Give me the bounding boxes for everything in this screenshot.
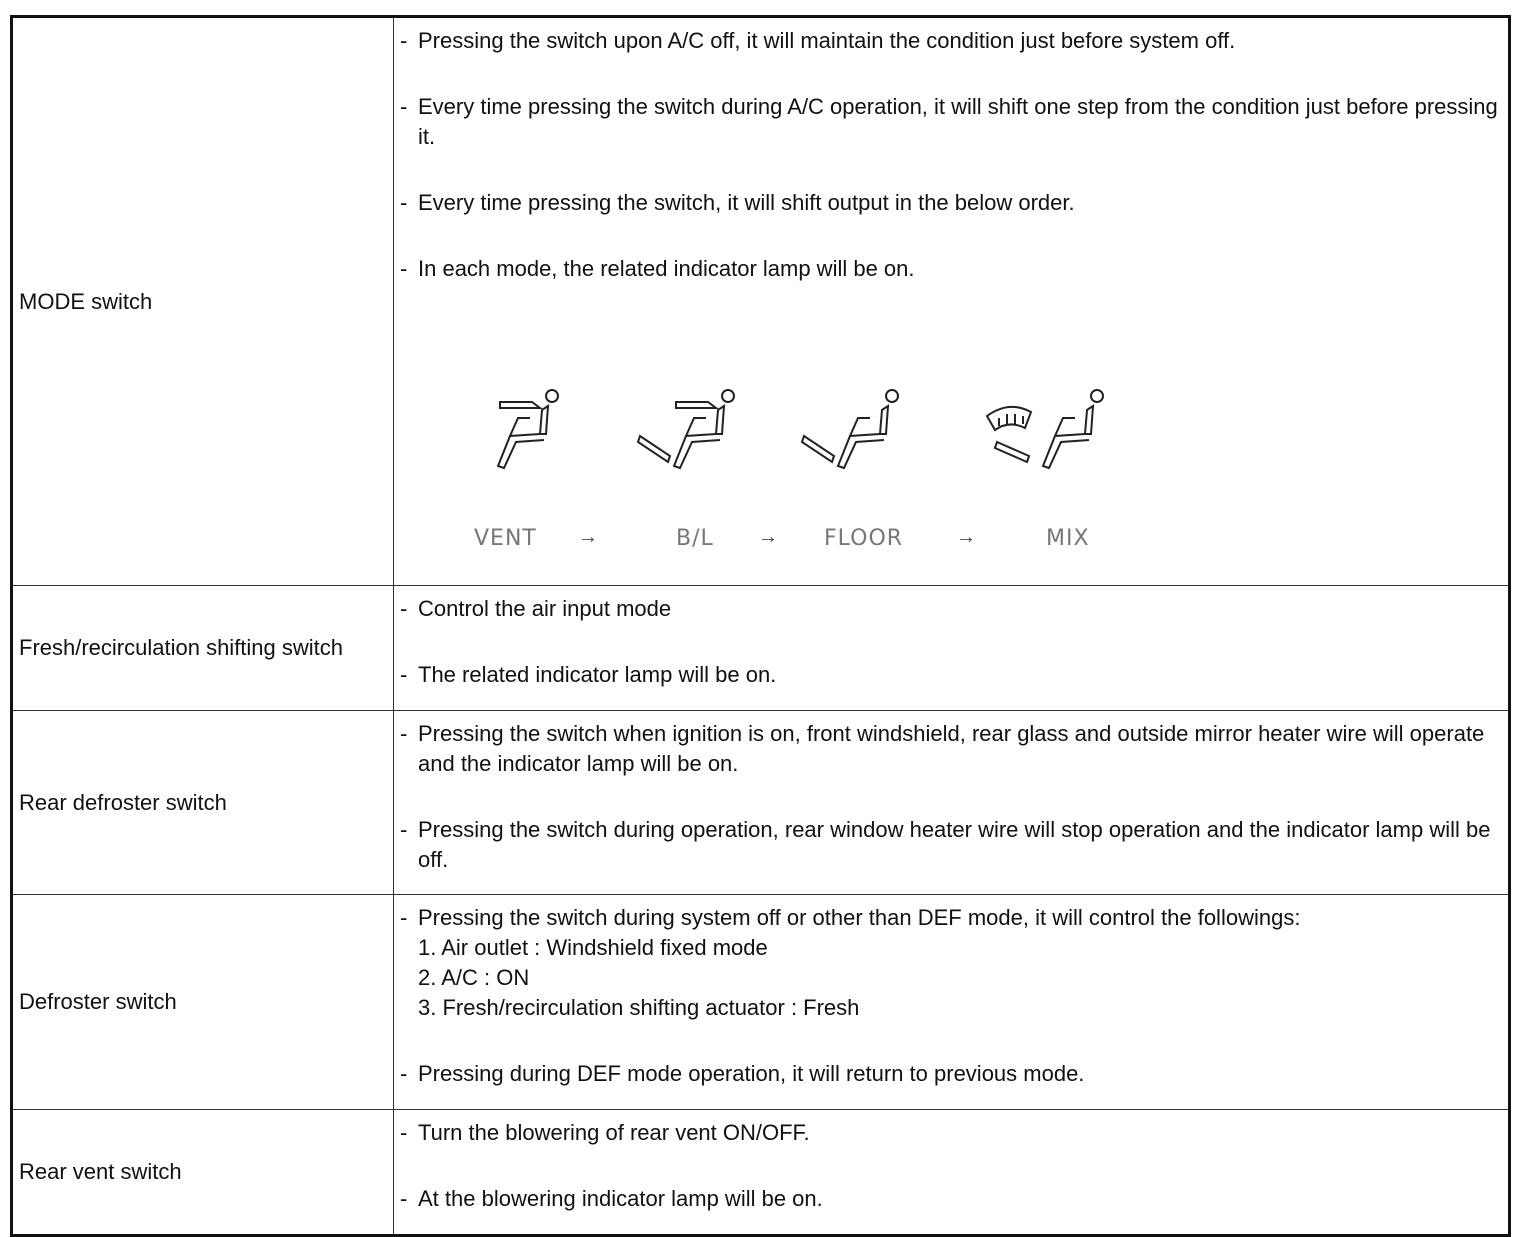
mode-label-mix: MIX [1046, 526, 1090, 551]
bullet-item: - Pressing the switch during system off or other than DEF mode, it will control the followings: 1. Air outlet : Windshield fixed mode 2. A/C : ON 3. Fresh/recirculation shifting actuator : Fresh [400, 903, 1498, 1023]
bullet-item: - Pressing the switch upon A/C off, it will maintain the condition just before system off. [400, 28, 1236, 53]
mode-label-floor: FLOOR [824, 526, 904, 551]
mix-seat-icon [985, 384, 1115, 474]
bullet-item: - Pressing the switch during operation, rear window heater wire will stop operation and the indicator lamp will be off. [400, 817, 1491, 872]
bullet-item: - Control the air input mode [400, 596, 672, 621]
bullet-item: - Every time pressing the switch during A/C operation, it will shift one step from the condition just before pressing it. [400, 94, 1498, 149]
row-label: Rear vent switch [12, 1110, 394, 1236]
bullet-item: - Turn the blowering of rear vent ON/OFF. [400, 1120, 810, 1145]
mode-label-vent: VENT [474, 526, 537, 551]
bullet-item: - In each mode, the related indicator lamp will be on. [400, 256, 915, 281]
row-label: Fresh/recirculation shifting switch [12, 586, 394, 711]
row-description [394, 895, 1510, 1110]
table-row [12, 895, 1510, 1110]
bullet-item: - Pressing during DEF mode operation, it will return to previous mode. [400, 1061, 1085, 1086]
row-label: Defroster switch [12, 895, 394, 1110]
bullet-item: - The related indicator lamp will be on. [400, 662, 777, 687]
arrow-icon: → [758, 526, 778, 548]
row-label: MODE switch [12, 17, 394, 586]
bullet-item: - At the blowering indicator lamp will be on. [400, 1186, 823, 1211]
bullet-item: - Pressing the switch when ignition is on, front windshield, rear glass and outside mirror heater wire will operate and the indicator lamp will be on. [400, 721, 1485, 776]
arrow-icon: → [578, 526, 598, 548]
arrow-icon: → [956, 526, 976, 548]
vent-seat-icon [490, 384, 570, 474]
table-row [12, 711, 1510, 895]
floor-seat-icon [800, 384, 910, 474]
sub-item: 2. A/C : ON [418, 965, 530, 990]
row-label: Rear defroster switch [12, 711, 394, 895]
row-description [394, 586, 1510, 711]
row-description [394, 1110, 1510, 1236]
table-row [12, 1110, 1510, 1236]
row-description [394, 17, 1510, 586]
bullet-item: - Every time pressing the switch, it will shift output in the below order. [400, 190, 1075, 215]
switch-description-table [10, 15, 1511, 1237]
table-row [12, 17, 1510, 586]
mode-diagram [400, 324, 1498, 574]
sub-item: 3. Fresh/recirculation shifting actuator : Fresh [418, 995, 860, 1020]
table-row [12, 586, 1510, 711]
row-description [394, 711, 1510, 895]
bilevel-seat-icon [636, 384, 746, 474]
sub-item: 1. Air outlet : Windshield fixed mode [418, 935, 768, 960]
mode-label-bl: B/L [676, 526, 714, 551]
